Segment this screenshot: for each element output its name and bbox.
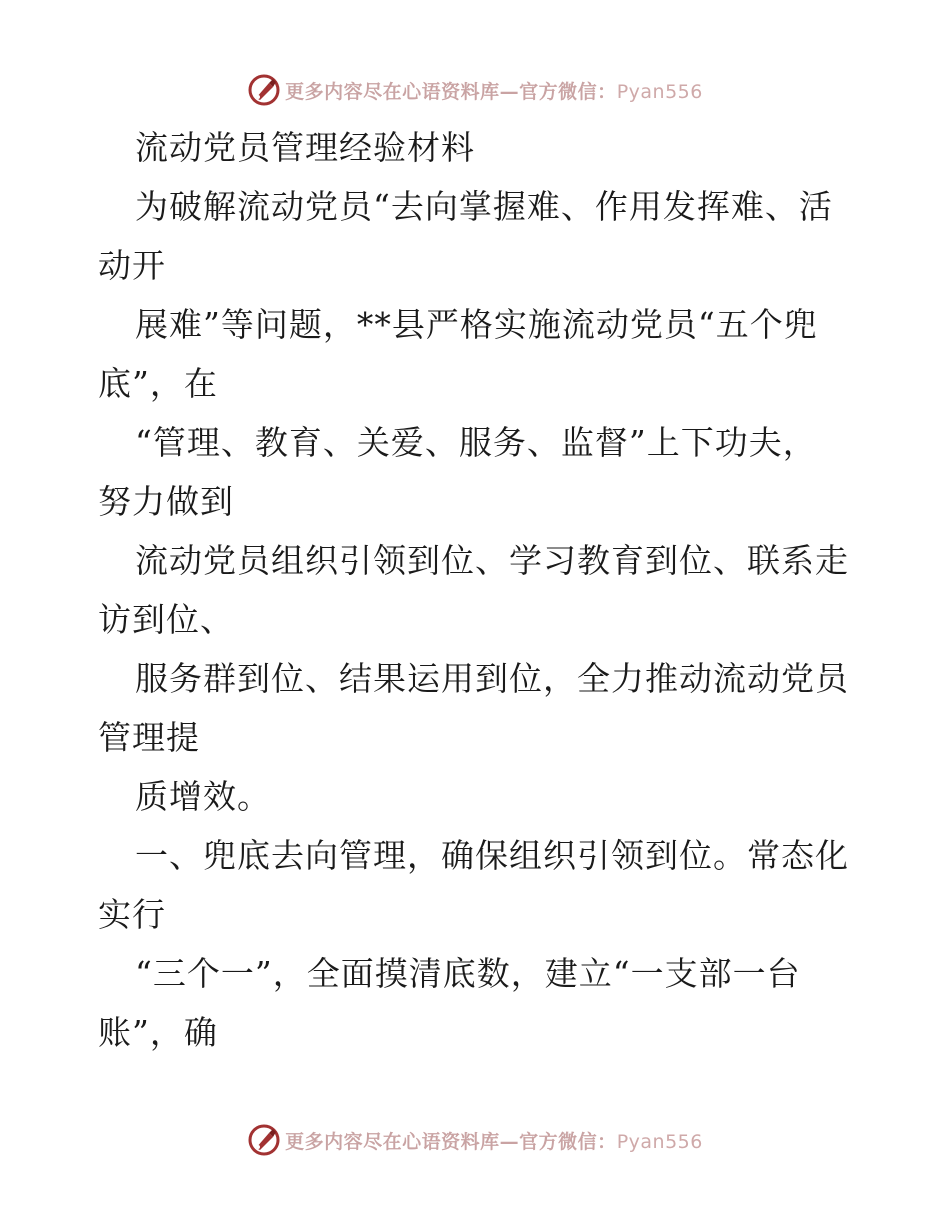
section-heading-line: 一、兜底去向管理，确保组织引领到位。常态化 (135, 836, 849, 875)
text-line: 底”，在 (98, 364, 218, 403)
text-line: 为破解流动党员“去向掌握难、作用发挥难、活 (135, 187, 833, 226)
text-line: “三个一”，全面摸清底数，建立“一支部一台 (135, 954, 801, 993)
banner-separator: — (499, 80, 520, 103)
text-line: 访到位、 (98, 600, 234, 639)
text-line: 努力做到 (98, 482, 234, 521)
banner-text: 更多内容尽在心语资料库 (285, 80, 500, 103)
pen-logo-icon (247, 1123, 281, 1157)
wechat-id: Pyan556 (616, 1130, 703, 1153)
document-body (98, 118, 858, 1062)
header-banner (0, 70, 950, 110)
text-line: 服务群到位、结果运用到位，全力推动流动党员 (135, 659, 849, 698)
text-line: “管理、教育、关爱、服务、监督”上下功夫， (135, 423, 817, 462)
wechat-label: 官方微信： (519, 1130, 617, 1153)
wechat-label: 官方微信： (519, 80, 617, 103)
text-line: 流动党员组织引领到位、学习教育到位、联系走 (135, 541, 849, 580)
footer-banner (0, 1120, 950, 1160)
text-line: 账”，确 (98, 1013, 218, 1052)
document-title: 流动党员管理经验材料 (135, 128, 475, 167)
banner-text: 更多内容尽在心语资料库 (285, 1130, 500, 1153)
wechat-id: Pyan556 (616, 80, 703, 103)
text-line: 管理提 (98, 718, 200, 757)
text-line: 动开 (98, 246, 166, 285)
banner-separator: — (499, 1130, 520, 1153)
text-line: 展难”等问题，**县严格实施流动党员“五个兜 (135, 305, 818, 344)
text-line: 实行 (98, 895, 166, 934)
text-line: 质增效。 (135, 777, 271, 816)
pen-logo-icon (247, 73, 281, 107)
